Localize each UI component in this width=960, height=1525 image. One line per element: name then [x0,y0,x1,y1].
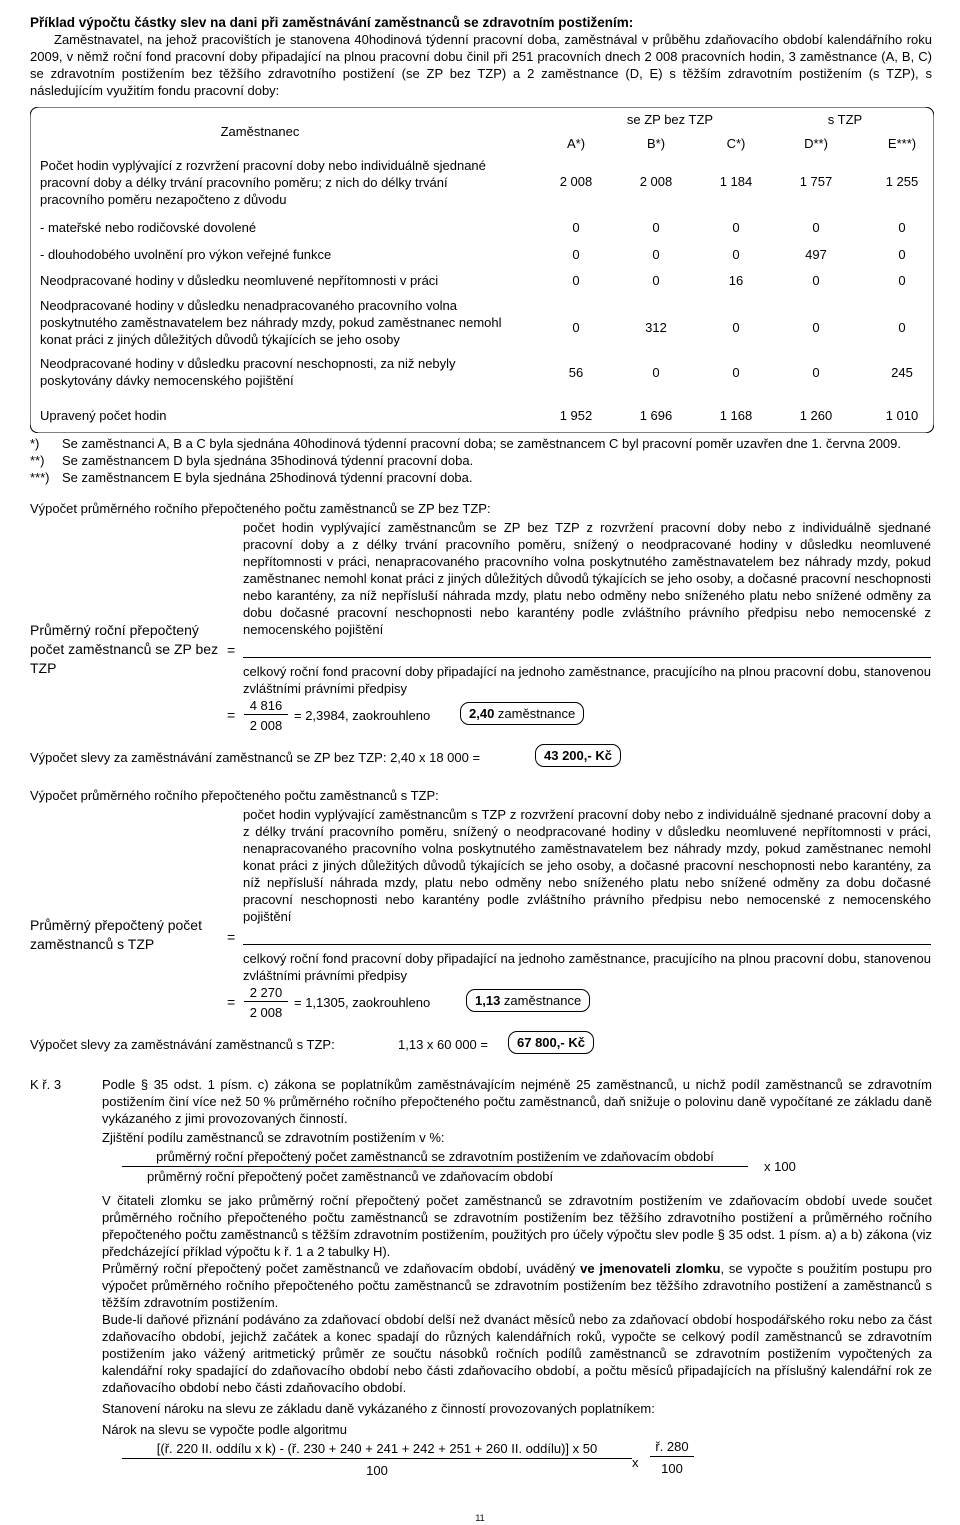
table-cell: 2 008 [639,174,673,189]
calc1-fraction-line [243,657,931,658]
table-cell: 312 [645,320,667,335]
table-cell: 0 [898,220,906,235]
table-header-employee: Zaměstnanec [220,124,300,139]
k3-share-numerator: průměrný roční přepočtený počet zaměstnanců se zdravotním postižením ve zdaňovacím období [156,1149,714,1164]
k3-p4-c: , se vypočte s použitím postupu pro výpočet průměrného ročního přepočteného počtu zaměstnanců se zdravotním postižením bez těžšího zdravotního postižení a zaměstnanců s těžším zdravotním postižením. [102,1261,932,1310]
table-column-header: D**) [804,136,828,151]
k3-alg-numerator: [(ř. 220 II. oddílu x k) - (ř. 230 + 240 + 241 + 242 + 251 + 260 II. oddílu)] x 50 [156,1441,598,1456]
k3-p4-a: Průměrný roční přepočtený počet zaměstnanců ve zdaňovacím období, uváděný [102,1261,581,1276]
k3-alg-times: x [632,1455,639,1470]
calc1-boxed-unit: zaměstnance [494,706,576,721]
k3-paragraph: V čitateli zlomku se jako průměrný roční přepočtený počet zaměstnanců se zdravotním postižením ve zdaňovacím období uvede součet průměrného ročního přepočteného počtu zaměstnanců se zdravotním postižením bez těžšího zdravotního postižení a průměrného ročního přepočteného počtu zaměstnanců s těžším zdravotním postižením, použitých pro účely výpočtu slev podle § 35 odst. 1 písm. a) a b) zákona (viz předcházející příklad výpočtu k ř. 1 a 2 tabulky H). [102,1193,932,1259]
intro-paragraph: Zaměstnavatel, na jehož pracovištích je stanovena 40hodinová týdenní pracovní doba, zaměstnával v průběhu zdaňovacího období kalendářního roku 2009, v němž roční fond pracovní doby připadající na plnou pracovní dobu činil při 251 pracovních dnech 2 008 pracovních hodin, 3 zaměstnance (A, B, C) se zdravotním postižením bez těžšího zdravotního postižení (se ZP bez TZP) a 2 zaměstnance (D, E) s těžším zdravotním postižením (s TZP), s následujícím využitím fondu pracovní doby: [30,32,932,98]
footnote-mark: ***) [30,470,50,485]
calc1-small-numerator: 4 816 [249,698,283,713]
k3-share-formula [102,1146,932,1188]
footnote-text: Se zaměstnancem D byla sjednána 35hodinová týdenní pracovní doba. [62,453,474,468]
footnote [30,435,932,452]
slevy2-boxed-result [508,1031,594,1054]
table-header-group-zp: se ZP bez TZP [626,112,714,127]
calc1-formula [30,517,932,735]
k3-share-line [122,1166,748,1167]
calc2-small-denominator: 2 008 [249,1005,283,1020]
slevy1-boxed-result [535,744,621,767]
table-cell: 0 [652,220,660,235]
k3-body [102,1076,932,1482]
table-cell: 0 [812,273,820,288]
calc1-denominator: celkový roční fond pracovní doby připadající na jednoho zaměstnance, pracujícího na plnou pracovní dobu, stanovenou zvláštními právními předpisy [243,664,931,696]
k3-section [30,1076,932,1478]
k3-alg-line-2 [650,1456,694,1457]
calc2-boxed-value: 1,13 [475,993,501,1008]
k3-paragraph: Zjištění podílu zaměstnanců se zdravotním postižením v %: [102,1130,445,1145]
calc2-boxed-result [466,989,590,1012]
calc1-small-line [244,714,288,715]
k3-p4-bold: ve jmenovateli zlomku [580,1261,721,1276]
table-cell: 0 [572,320,580,335]
table-cell: 1 184 [719,174,753,189]
calc1-title: Výpočet průměrného ročního přepočteného počtu zaměstnanců se ZP bez TZP: [30,501,491,516]
calc1-equals: = [227,642,236,658]
table-cell: 0 [812,365,820,380]
k3-alg-numerator-2: ř. 280 [655,1439,689,1454]
k3-paragraph: Bude-li daňové přiznání podáváno za zdaňovací období delší než dvanáct měsíců nebo za zdaňovací období hospodářského roku nebo za část zdaňovacího období, jejichž začátek a konec spadají do různých kalendářních roků, vypočte se celkový podíl zaměstnanců se zdravotním postižením jako vážený aritmetický průměr ze součtu násobků ročních podílů zaměstnanců se zdravotním postižením vypočtených za kalendářní roky spadající do zdaňovacího období nebo části zdaňovacího období, a počtu měsíců připadajících na příslušný kalendářní rok ze zdaňovacího období nebo části zdaňovacího období. [102,1312,932,1395]
slevy1-text: Výpočet slevy za zaměstnávání zaměstnanců se ZP bez TZP: 2,40 x 18 000 = [30,750,481,765]
calc2-title: Výpočet průměrného ročního přepočteného počtu zaměstnanců s TZP: [30,788,439,803]
table-cell: 0 [652,247,660,262]
table-cell: 1 255 [885,174,919,189]
table-cell: 0 [732,220,740,235]
k3-label: K ř. 3 [30,1077,62,1092]
table-cell: 0 [732,365,740,380]
document-page [30,14,932,1478]
table-header-group-tzp: s TZP [827,112,863,127]
table-column-header: A*) [566,136,586,151]
k3-paragraph: Nárok na slevu se vypočte podle algoritmu [102,1422,347,1437]
k3-alg-denominator-2: 100 [661,1461,683,1476]
table-cell: 0 [812,220,820,235]
calc1-small-denominator: 2 008 [249,718,283,733]
table-cell: 0 [898,320,906,335]
slevy1-row [30,735,932,773]
calc1-lhs: Průměrný roční přepočtený počet zaměstnanců se ZP bez TZP [30,622,219,676]
table-cell: 0 [652,273,660,288]
footnote [30,452,932,469]
calc1-result: = 2,3984, zaokrouhleno [294,708,431,723]
footnote [30,469,932,486]
calc2-equals-2: = [227,994,236,1010]
footnote-text: Se zaměstnanci A, B a C byla sjednána 40hodinová týdenní pracovní doba; se zaměstnancem C byl pracovní poměr uzavřen dne 1. června 2009. [62,436,902,451]
calc1-boxed-result [460,702,584,725]
k3-paragraph: Podle § 35 odst. 1 písm. c) zákona se poplatníkům zaměstnávajícím nejméně 25 zaměstnanců, u nichž podíl zaměstnanců se zdravotním postižením činí více než 50 % průměrného ročního přepočteného počtu zaměstnanců, daň snižuje o polovinu daně vypočítané ze základu daně vykázaného z jimi provozovaných činností. [102,1077,932,1126]
table-cell: 0 [898,247,906,262]
table-row-label: Neodpracované hodiny v důsledku pracovní neschopnosti, za niž nebyly poskytovány dávky nemocenského pojištění [40,356,456,388]
calc2-fraction-line [243,944,931,945]
table-cell: 1 696 [639,408,673,423]
table-cell: 1 757 [799,174,833,189]
table-cell: 16 [728,273,744,288]
table-cell: 0 [732,247,740,262]
table-cell: 1 010 [885,408,919,423]
table-row-label: Neodpracované hodiny v důsledku nenadpracovaného pracovního volna poskytnutého zaměstnavatelem bez náhrady mzdy, pokud zaměstnanec nemohl konat práci z jiných důležitých důvodů týkajících se jeho osoby [40,298,502,347]
table-cell: 245 [891,365,913,380]
table-cell: 0 [732,320,740,335]
table-row-label: - mateřské nebo rodičovské dovolené [40,220,257,235]
calc1-equals-2: = [227,707,236,723]
calc2-small-line [244,1001,288,1002]
table-cell: 1 168 [719,408,753,423]
table-cell: 0 [812,320,820,335]
calc2-small-numerator: 2 270 [249,985,283,1000]
slevy2-result: 67 800,- Kč [517,1035,585,1050]
k3-paragraph: Stanovení nároku na slevu ze základu daně vykázaného z činností provozovaných poplatníkem: [102,1401,655,1416]
k3-algorithm [102,1438,932,1482]
k3-share-denominator: průměrný roční přepočtený počet zaměstnanců ve zdaňovacím období [146,1169,554,1184]
table-cell: 0 [572,220,580,235]
k3-alg-denominator: 100 [366,1463,388,1478]
calc2-boxed-unit: zaměstnance [500,993,582,1008]
slevy2-expr: 1,13 x 60 000 = [398,1037,488,1052]
table-cell: 1 260 [799,408,833,423]
table-cell: 2 008 [559,174,593,189]
table-row-label: Počet hodin vyplývající z rozvržení pracovní doby nebo individuálně sjednané pracovní doby a délky trvání pracovního poměru; z nich do délky trvání pracovního poměru nezapočteno z důvodu [40,158,486,207]
table-cell: 0 [652,365,660,380]
calc1-numerator: počet hodin vyplývající zaměstnancům se ZP bez TZP z rozvržení pracovní doby nebo z individuálně sjednané pracovní doby a z délky trvání pracovního poměru, snížený o neodpracované hodiny v důsledku neomluvené nepřítomnosti v práci, nenapracovaného pracovního volna poskytnutého zaměstnavatelem bez náhrady mzdy, pokud zaměstnanec nemohl konat práci z jiných důležitých důvodů týkajících se jeho osoby, a dočasné pracovní neschopnosti nebo karantény, za níž nepřísluší náhrada mzdy, platu nebo odměny nebo sníženého platu nebo snížené odměny za dobu dočasné pracovní neschopnosti nebo karantény podle zvláštního právního předpisu nebo nemocenské z nemocenského pojištění [243,520,931,637]
document-title: Příklad výpočtu částky slev na dani při zaměstnávání zaměstnanců se zdravotním postižením: [30,15,634,30]
k3-share-times: x 100 [764,1159,796,1174]
table-cell: 1 952 [559,408,593,423]
table-footnotes [30,435,932,486]
table-cell: 0 [898,273,906,288]
table-column-header: B*) [646,136,666,151]
calc2-denominator: celkový roční fond pracovní doby připadající na jednoho zaměstnance, pracujícího na plnou pracovní dobu, stanovenou zvláštními právními předpisy [243,951,931,983]
table-column-header: C*) [726,136,746,151]
footnote-text: Se zaměstnancem E byla sjednána 25hodinová týdenní pracovní doba. [62,470,473,485]
table-cell: 56 [568,365,584,380]
k3-alg-line [122,1458,632,1459]
table-row-label: - dlouhodobého uvolnění pro výkon veřejné funkce [40,247,332,262]
calc2-equals: = [227,929,236,945]
k3-paragraph [102,1260,932,1311]
table-cell: 0 [572,247,580,262]
slevy2-label: Výpočet slevy za zaměstnávání zaměstnanců s TZP: [30,1037,335,1052]
calc2-formula [30,804,932,1022]
table-column-header: E***) [887,136,917,151]
page-number: 11 [475,1513,485,1523]
slevy2-row [30,1022,932,1064]
calc2-lhs: Průměrný přepočtený počet zaměstnanců s TZP [30,917,202,952]
slevy1-result: 43 200,- Kč [544,748,612,763]
table-cell: 0 [572,273,580,288]
calc2-result: = 1,1305, zaokrouhleno [294,995,431,1010]
footnote-mark: *) [30,436,40,451]
calc2-numerator: počet hodin vyplývající zaměstnancům s TZP z rozvržení pracovní doby nebo z individuálně sjednané pracovní doby a z délky trvání pracovního poměru, snížený o neodpracované hodiny v důsledku neomluvené nepřítomnosti v práci, nenapracovaného pracovního volna poskytnutého zaměstnavatelem bez náhrady mzdy, pokud zaměstnanec nemohl konat práci z jiných důležitých důvodů týkajících se jeho osoby, a dočasné pracovní neschopnosti nebo karantény, za níž nepřísluší náhrada mzdy, platu nebo odměny nebo sníženého platu nebo snížené odměny za dobu dočasné pracovní neschopnosti nebo karantény podle zvláštního právního předpisu nebo nemocenské z nemocenského pojištění [243,807,931,924]
table-cell: 497 [805,247,827,262]
table-row-label: Neodpracované hodiny v důsledku neomluvené nepřítomnosti v práci [40,273,439,288]
employee-hours-table [30,107,934,433]
calc1-boxed-value: 2,40 [469,706,495,721]
table-row-label: Upravený počet hodin [40,408,167,423]
footnote-mark: **) [30,453,45,468]
